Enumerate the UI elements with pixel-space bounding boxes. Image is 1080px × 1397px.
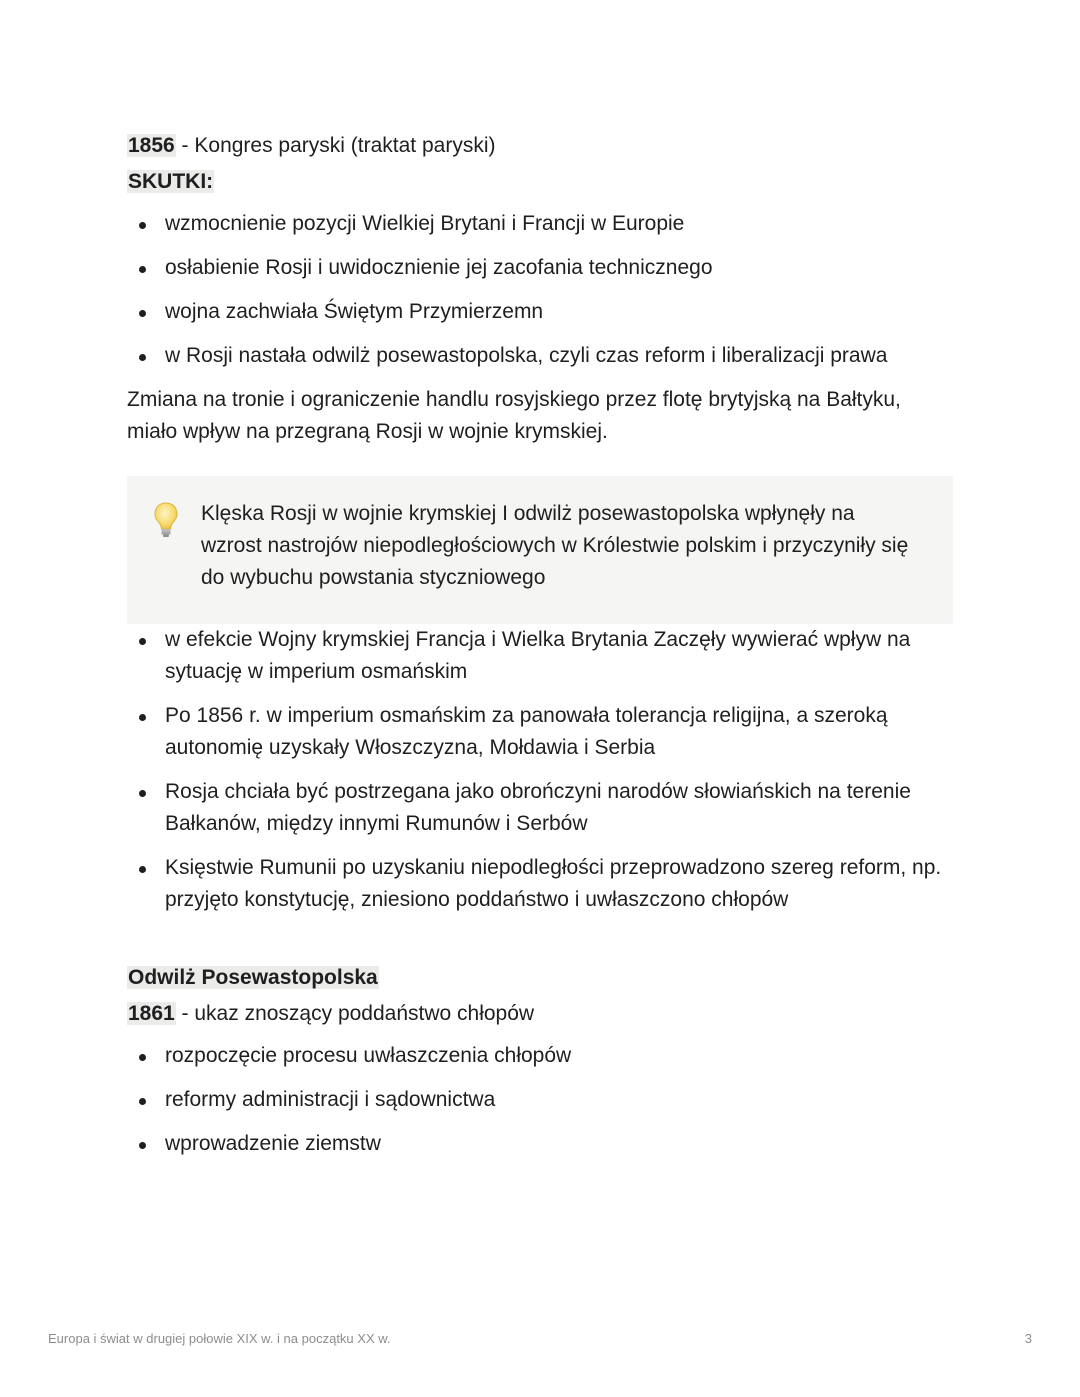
section2-heading xyxy=(127,996,953,1032)
list-item: rozpoczęcie procesu uwłaszczenia chłopów xyxy=(127,1040,953,1072)
footer-title: Europa i świat w drugiej połowie XIX w. i na początku XX w. xyxy=(48,1331,391,1346)
list-item: Księstwie Rumunii po uzyskaniu niepodległości przeprowadzono szereg reform, np. przyjęto konstytucję, zniesiono poddaństwo i uwłaszczono chłopów xyxy=(127,852,953,916)
list-item: reformy administracji i sądownictwa xyxy=(127,1084,953,1116)
section1-heading xyxy=(127,128,953,164)
callout-text: Klęska Rosji w wojnie krymskiej I odwilż posewastopolska wpłynęły na wzrost nastrojów niepodległościowych w Królestwie polskim i przyczyniły się do wybuchu powstania styczniowego xyxy=(201,502,909,589)
consequences-list xyxy=(127,624,953,916)
page-number: 3 xyxy=(1024,1331,1032,1346)
list-item: osłabienie Rosji i uwidocznienie jej zacofania technicznego xyxy=(127,252,953,284)
reforms-list xyxy=(127,1040,953,1160)
callout-box xyxy=(127,476,953,624)
section2-title xyxy=(127,960,953,996)
section1-heading-text: - Kongres paryski (traktat paryski) xyxy=(175,134,496,157)
year-highlight: 1856 xyxy=(128,134,175,157)
list-item: Po 1856 r. w imperium osmańskim za panowała tolerancja religijna, a szeroką autonomię uzyskały Włoszczyzna, Mołdawia i Serbia xyxy=(127,700,953,764)
year-highlight: 1861 xyxy=(128,1002,175,1025)
skutki-list xyxy=(127,208,953,372)
list-item: w Rosji nastała odwilż posewastopolska, czyli czas reform i liberalizacji prawa xyxy=(127,340,953,372)
list-item: wzmocnienie pozycji Wielkiej Brytani i Francji w Europie xyxy=(127,208,953,240)
list-item: Rosja chciała być postrzegana jako obrończyni narodów słowiańskich na terenie Bałkanów, między innymi Rumunów i Serbów xyxy=(127,776,953,840)
section2 xyxy=(127,960,953,1160)
list-item: wojna zachwiała Świętym Przymierzemn xyxy=(127,296,953,328)
page-content xyxy=(127,128,953,1172)
list-item: w efekcie Wojny krymskiej Francja i Wielka Brytania Zaczęły wywierać wpływ na sytuację w imperium osmańskim xyxy=(127,624,953,688)
section2-heading-text: - ukaz znoszący poddaństwo chłopów xyxy=(175,1002,535,1025)
list-item: wprowadzenie ziemstw xyxy=(127,1128,953,1160)
skutki-label: SKUTKI: xyxy=(128,170,214,193)
skutki-heading xyxy=(127,164,953,200)
section2-title-highlight: Odwilż Posewastopolska xyxy=(128,966,378,989)
lightbulb-icon xyxy=(153,501,179,539)
section1-paragraph: Zmiana na tronie i ograniczenie handlu rosyjskiego przez flotę brytyjską na Bałtyku, miało wpływ na przegraną Rosji w wojnie krymskiej. xyxy=(127,388,901,443)
